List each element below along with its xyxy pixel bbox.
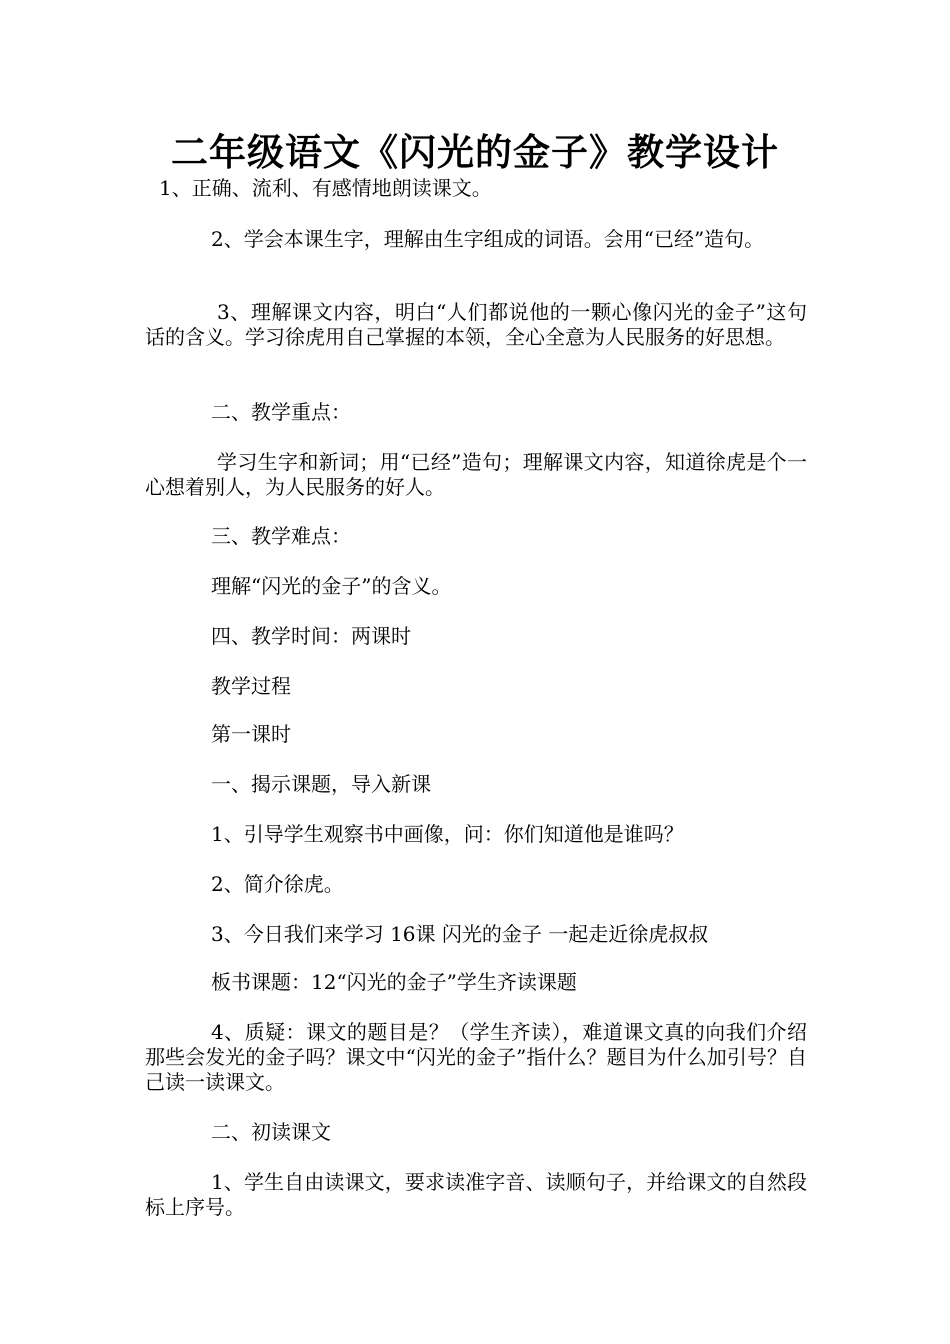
paragraph-step-2: 2、简介徐虎。 [211,872,344,896]
paragraph-objective-1: 1、正确、流利、有感情地朗读课文。 [159,176,492,200]
document-title: 二年级语文《闪光的金子》教学设计 [171,130,779,174]
heading-first-reading: 二、初读课文 [211,1120,331,1144]
heading-introduce-topic: 一、揭示课题，导入新课 [211,772,431,796]
heading-difficulties: 三、教学难点： [211,524,351,548]
heading-key-points: 二、教学重点： [211,400,351,424]
paragraph-step-3: 3、今日我们来学习 16课 闪光的金子 一起走近徐虎叔叔 [211,922,709,946]
paragraph-key-points: 学习生字和新词；用“已经”造句；理解课文内容，知道徐虎是个一心想着别人，为人民服务的好人。 [145,450,807,499]
heading-teaching-process: 教学过程 [211,674,291,698]
paragraph-step-1: 1、引导学生观察书中画像，问：你们知道他是谁吗？ [211,822,684,846]
heading-teaching-time: 四、教学时间：两课时 [211,624,411,648]
paragraph-reading-step-1: 1、学生自由读课文，要求读准字音、读顺句子，并给课文的自然段标上序号。 [145,1170,807,1219]
paragraph-board-title: 板书课题：12“闪光的金子”学生齐读课题 [211,970,577,994]
paragraph-step-4: 4、质疑：课文的题目是？（学生齐读），难道课文真的向我们介绍那些会发光的金子吗？课文中“闪光的金子”指什么？题目为什么加引号？自己读一读课文。 [145,1020,807,1094]
paragraph-objective-2: 2、学会本课生字，理解由生字组成的词语。会用“已经”造句。 [211,227,765,251]
heading-first-lesson: 第一课时 [211,722,291,746]
paragraph-difficulties: 理解“闪光的金子”的含义。 [211,574,452,598]
paragraph-objective-3: 3、理解课文内容，明白“人们都说他的一颗心像闪光的金子”这句话的含义。学习徐虎用自己掌握的本领，全心全意为人民服务的好思想。 [145,300,807,349]
